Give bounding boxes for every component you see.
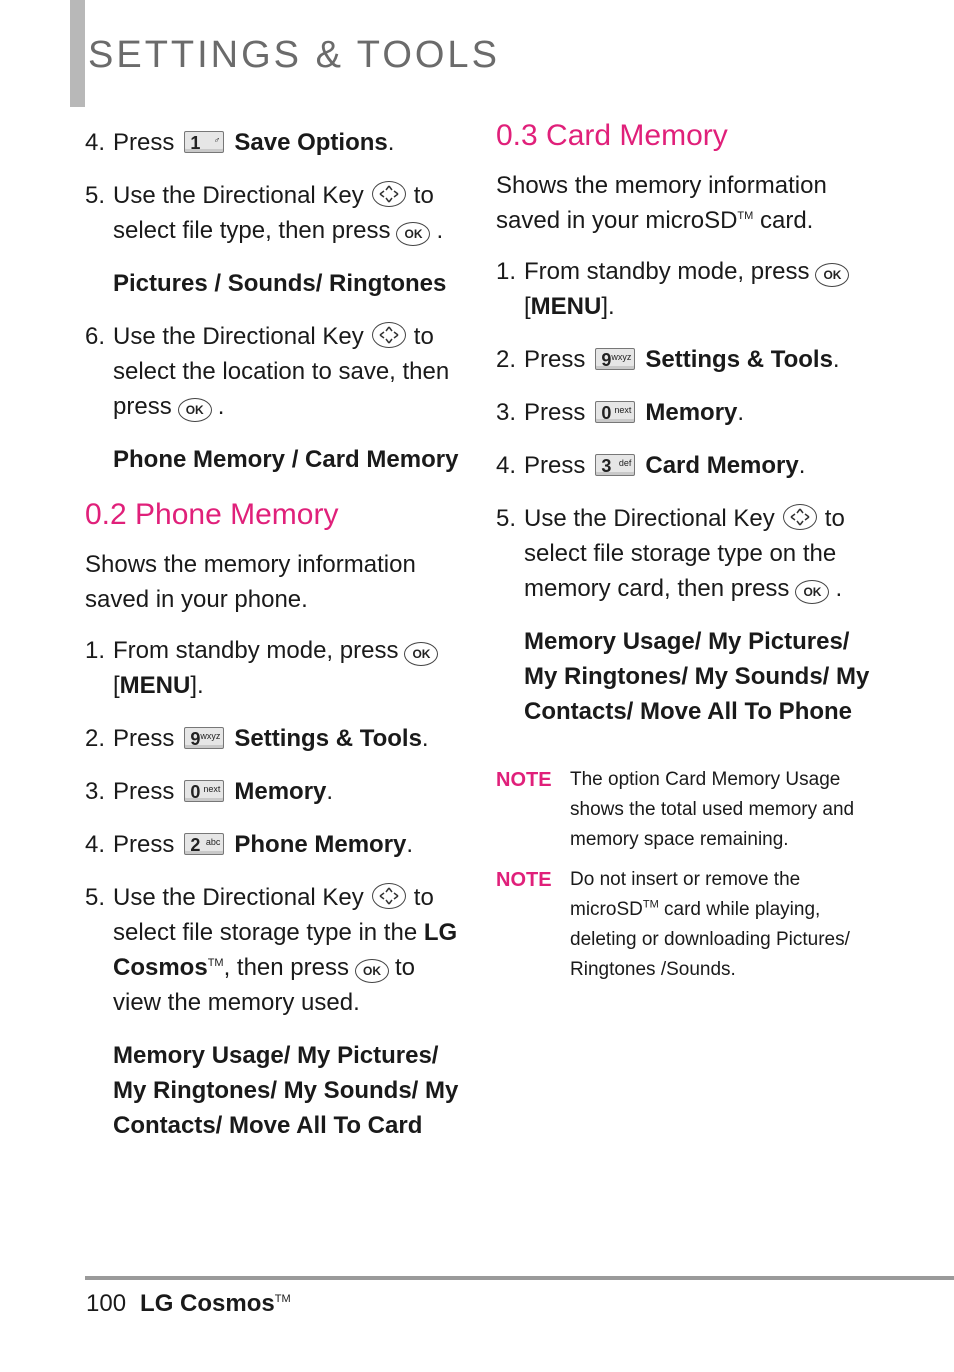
step-memory: 3. Press 0 next Memory. xyxy=(496,399,745,426)
directional-key-icon xyxy=(372,322,406,348)
model-name: LG Cosmos xyxy=(140,1290,275,1317)
phone-memory-options: Memory Usage/ My Pictures/ My Ringtones/ My Sounds/ My Contacts/ Move All To Card xyxy=(113,1042,459,1139)
card-memory-options: Memory Usage/ My Pictures/ My Ringtones/ My Sounds/ My Contacts/ Move All To Phone xyxy=(524,628,870,725)
step-save-options: 4. Press 1 ♂ Save Options. xyxy=(85,125,465,160)
page-title: SETTINGS & TOOLS xyxy=(88,34,500,76)
ok-key-icon: OK xyxy=(795,580,829,604)
step-memory: 3. Press 0 next Memory. xyxy=(85,778,334,805)
step-settings-tools: 2. Press 9 wxyz Settings & Tools. xyxy=(85,725,429,752)
step-phone-memory: 4. Press 2 abc Phone Memory. xyxy=(85,831,414,858)
key-1-icon: 1 ♂ xyxy=(184,131,224,153)
step-text: Press xyxy=(113,129,175,156)
right-column xyxy=(496,118,876,995)
key-0-icon: 0 next xyxy=(184,780,224,802)
header-accent-bar xyxy=(70,0,85,107)
step-settings-tools: 2. Press 9 wxyz Settings & Tools. xyxy=(496,346,840,373)
menu-label: MENU xyxy=(530,293,602,320)
page-number: 100 xyxy=(86,1290,127,1317)
note-do-not-remove: NOTE Do not insert or remove the microSD™ card while playing, deleting or downloading Pictures/ Ringtones /Sounds. xyxy=(496,865,876,985)
note-usage: NOTE The option Card Memory Usage shows the total used memory and memory space remaining. xyxy=(496,765,876,855)
step-select-storage: 5. Use the Directional Key to select file storage type in the LG Cosmos™, then press OK to view the memory used. xyxy=(85,884,458,1016)
left-column xyxy=(85,125,465,1161)
step-card-memory: 4. Press 3 def Card Memory. xyxy=(496,452,806,479)
directional-key-icon xyxy=(372,181,406,207)
step-number: 4. xyxy=(85,129,106,156)
note-label: NOTE xyxy=(496,769,552,791)
ok-key-icon: OK xyxy=(178,398,212,422)
key-0-icon: 0 next xyxy=(595,401,635,423)
note-label: NOTE xyxy=(496,869,552,891)
menu-label: MENU xyxy=(119,672,191,699)
file-type-options: Pictures / Sounds/ Ringtones xyxy=(113,270,447,297)
section-description: Shows the memory information saved in your microSD™ card. xyxy=(496,172,827,234)
ok-key-icon: OK xyxy=(404,642,438,666)
key-9-icon: 9 wxyz xyxy=(595,348,635,370)
footer-divider xyxy=(85,1276,954,1280)
section-description: Shows the memory information saved in your phone. xyxy=(85,551,416,613)
key-9-icon: 9 wxyz xyxy=(184,727,224,749)
ok-key-icon: OK xyxy=(815,263,849,287)
step-directional-select-type: 5. Use the Directional Key to select file type, then press OK . xyxy=(85,182,444,244)
menu-save-options: Save Options xyxy=(234,129,388,156)
location-options: Phone Memory / Card Memory xyxy=(113,446,459,473)
ok-key-icon: OK xyxy=(396,222,430,246)
step-select-storage: 5. Use the Directional Key to select file storage type on the memory card, then press OK . xyxy=(496,505,845,602)
footer: 100 LG Cosmos™ xyxy=(86,1290,291,1317)
directional-key-icon xyxy=(783,504,817,530)
step-standby: 1. From standby mode, press OK [MENU]. xyxy=(85,633,465,703)
step-standby: 1. From standby mode, press OK [MENU]. xyxy=(496,254,876,324)
step-directional-select-location: 6. Use the Directional Key to select the location to save, then press OK . xyxy=(85,323,450,420)
key-2-icon: 2 abc xyxy=(184,833,224,855)
section-title-card-memory: 0.3 Card Memory xyxy=(496,119,728,152)
directional-key-icon xyxy=(372,883,406,909)
key-3-icon: 3 def xyxy=(595,454,635,476)
section-title-phone-memory: 0.2 Phone Memory xyxy=(85,498,339,531)
ok-key-icon: OK xyxy=(355,959,389,983)
